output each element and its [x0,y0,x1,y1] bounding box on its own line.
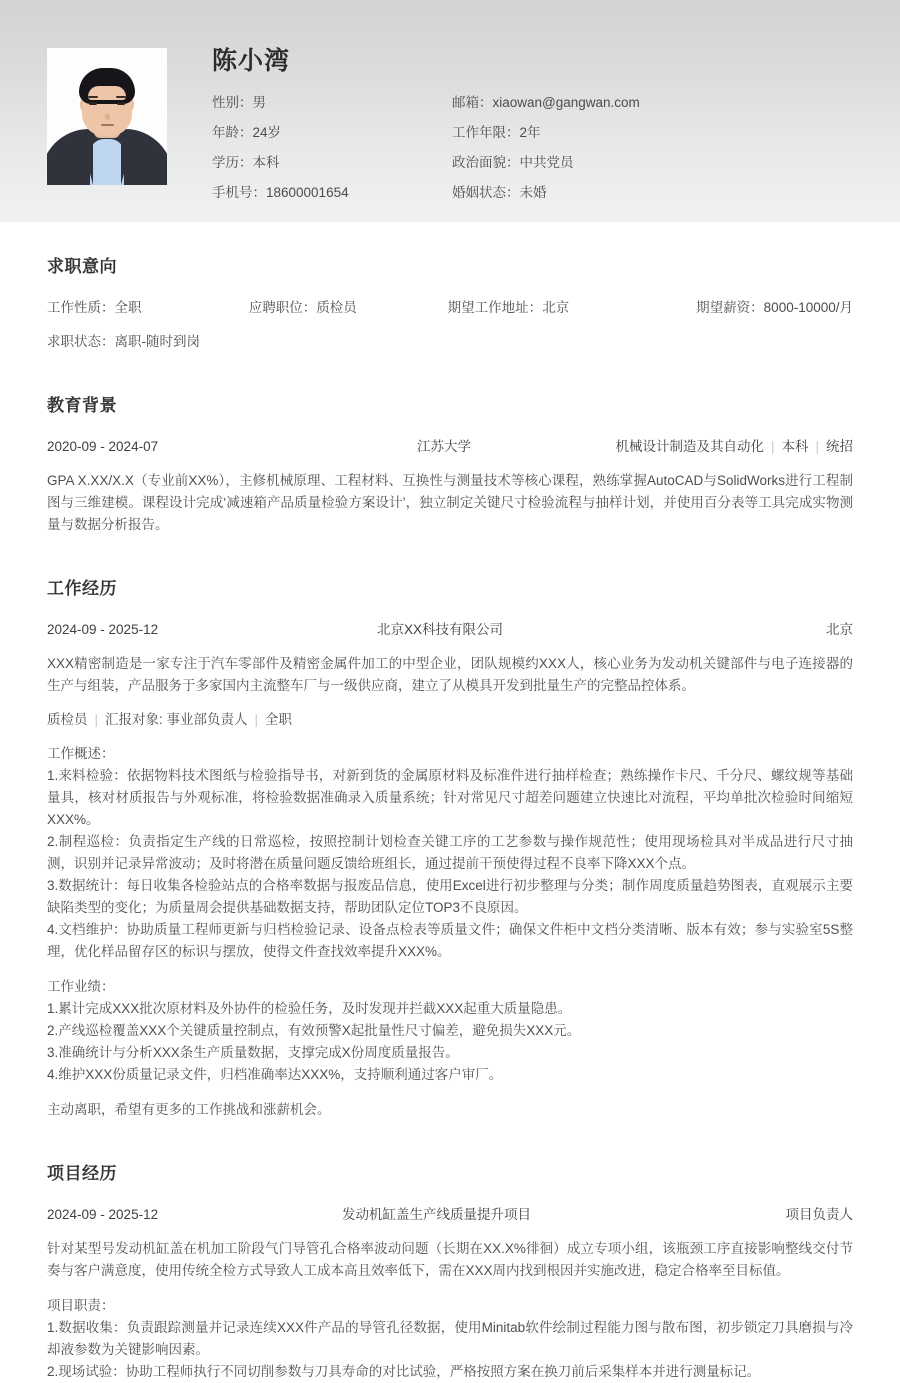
project-duty-item-2: 2.现场试验：协助工程师执行不同切削参数与刀具寿命的对比试验，严格按照方案在换刀前后采集样本并进行测量标记。 [47,1364,761,1379]
portrait-illustration [47,48,167,185]
job-intent-row-1 [47,298,853,318]
section-title-education: 教育背景 [47,396,117,415]
section-work [47,549,853,1121]
section-job-intent [47,222,853,352]
intent-status-label: 求职状态： [47,334,115,349]
work-overview-item-3: 3.数据统计：每日收集各检验站点的合格率数据与报废品信息，使用Excel进行初步整理与分类；制作周度质量趋势图表，直观展示主要缺陷类型的变化；为质量周会提供基础数据支持，帮助团队定位TOP3不良原因。 [47,878,853,915]
resume-content [0,222,900,1383]
work-overview-item-1: 1.来料检验：依据物料技术图纸与检验指导书，对新到货的金属原材料及标准件进行抽样检查；熟练操作卡尺、千分尺、螺纹规等基础量具，核对材质报告与外观标准，将检验数据准确录入质量系统；针对常见尺寸超差问题建立快速比对流程，平均单批次检验时间缩短XXX%。 [47,768,853,827]
intent-position-label: 应聘职位： [248,300,317,315]
project-duty-item-1: 1.数据收集：负责跟踪测量并记录连续XXX件产品的导管孔径数据，使用Minitab软件绘制过程能力图与散布图，初步锁定刀具磨损与冷却液参数为关键影响因素。 [47,1320,853,1357]
work-location: 北京 [826,622,853,637]
project-duty-label: 项目职责： [47,1298,115,1313]
education-separator-2: | [815,439,819,454]
work-achievement-label: 工作业绩： [47,979,115,994]
info-email [452,93,900,112]
info-age-value: 24岁 [252,125,282,140]
info-phone [212,183,452,202]
info-education-label: 学历： [212,155,253,170]
info-education [212,153,452,172]
education-detail [615,437,853,457]
education-school: 江苏大学 [417,439,471,454]
info-phone-label: 手机号： [212,185,266,200]
info-age-label: 年龄： [212,125,253,140]
intent-position [249,298,448,318]
work-overview-label: 工作概述： [47,746,115,761]
intent-location-value: 北京 [542,300,570,315]
work-company: 北京XX科技有限公司 [377,622,504,637]
intent-status-value: 离职-随时到岗 [114,334,200,349]
resume-header [0,0,900,222]
intent-position-value: 质检员 [316,300,357,315]
work-achievement-item-2: 2.产线巡检覆盖XXX个关键质量控制点，有效预警X起批量性尺寸偏差，避免损失XXX元。 [47,1023,581,1038]
candidate-name: 陈小湾 [212,47,291,75]
education-degree: 本科 [781,439,809,454]
intent-job-nature-label: 工作性质： [47,300,115,315]
intent-status [47,332,250,352]
info-marital [452,183,900,202]
info-gender-value: 男 [252,95,266,110]
intent-salary [696,298,853,318]
work-position: 质检员 [47,712,88,727]
info-email-label: 邮箱： [452,95,493,110]
info-gender [212,93,452,112]
work-achievement-item-3: 3.准确统计与分析XXX条生产质量数据，支撑完成X份周度质量报告。 [47,1045,459,1060]
info-phone-value: 18600001654 [266,185,349,200]
section-education [47,366,853,536]
section-project [47,1134,853,1383]
education-separator-1: | [770,439,775,454]
intent-location [448,298,697,318]
work-separator-1: | [94,712,99,727]
work-separator-2: | [254,712,259,727]
info-work-years [452,123,900,142]
education-date: 2020-09 - 2024-07 [47,439,159,454]
work-date: 2024-09 - 2025-12 [47,622,159,637]
work-achievement-item-4: 4.维护XXX份质量记录文件，归档准确率达XXX%，支持顺利通过客户审厂。 [47,1067,503,1082]
intent-job-nature-value: 全职 [114,300,142,315]
work-report-to: 汇报对象: 事业部负责人 [105,712,248,727]
info-marital-label: 婚姻状态： [452,185,520,200]
education-entry-header [47,437,853,457]
education-major: 机械设计制造及其自动化 [615,439,764,454]
project-name: 发动机缸盖生产线质量提升项目 [342,1207,531,1222]
info-political-value: 中共党员 [519,155,574,170]
intent-salary-value: 8000-10000/月 [763,300,853,315]
education-enroll-type: 统招 [826,439,853,454]
work-achievement-item-1: 1.累计完成XXX批次原材料及外协件的检验任务，及时发现并拦截XXX起重大质量隐患。 [47,1001,572,1016]
education-description: GPA X.XX/X.X（专业前XX%），主修机械原理、工程材料、互换性与测量技术等核心课程，熟练掌握AutoCAD与SolidWorks进行工程制图与三维建模。课程设计完成‘减速箱产品质量检验方案设计’，独立制定关键尺寸检验流程与抽样计划，并使用百分表等工具完成实物测量与数据分析报告。 [47,473,853,532]
intent-salary-label: 期望薪资： [696,300,764,315]
header-info [212,48,900,202]
intent-job-nature [47,298,249,318]
work-overview-item-2: 2.制程巡检：负责指定生产线的日常巡检，按照控制计划检查关键工序的工艺参数与操作规范性；使用现场检具对半成品进行尺寸抽测，识别并记录异常波动；及时将潜在质量问题反馈给班组长，通过提前干预使得过程不良率下降XXX个点。 [47,834,853,871]
project-date: 2024-09 - 2025-12 [47,1207,159,1222]
project-entry-header [47,1205,853,1225]
info-education-value: 本科 [252,155,280,170]
section-title-work: 工作经历 [47,579,117,598]
info-work-years-value: 2年 [519,125,541,140]
work-leave-reason: 主动离职，希望有更多的工作挑战和涨薪机会。 [47,1102,331,1117]
project-role: 项目负责人 [785,1207,853,1222]
profile-photo [47,48,167,185]
info-work-years-label: 工作年限： [452,125,520,140]
project-background: 针对某型号发动机缸盖在机加工阶段气门导管孔合格率波动问题（长期在XX.X%徘徊）成立专项小组，该瓶颈工序直接影响整线交付节奏与客户满意度，使用传统全检方式导致人工成本高且效率低下，需在XXX周内找到根因并实施改进，稳定合格率至目标值。 [47,1241,853,1278]
info-political-label: 政治面貌： [452,155,520,170]
info-political [452,153,900,172]
work-company-intro: XXX精密制造是一家专注于汽车零部件及精密金属件加工的中型企业，团队规模约XXX人，核心业务为发动机关键部件与电子连接器的生产与组装，产品服务于多家国内主流整车厂与一级供应商，建立了从模具开发到批量生产的完整品控体系。 [47,656,853,693]
work-position-line [47,710,853,730]
info-gender-label: 性别： [212,95,253,110]
basic-info-grid [212,93,900,202]
work-entry-header [47,620,853,640]
section-title-project: 项目经历 [47,1164,117,1183]
intent-location-label: 期望工作地址： [447,300,543,315]
work-overview-item-4: 4.文档维护：协助质量工程师更新与归档检验记录、设备点检表等质量文件；确保文件柜中文档分类清晰、版本有效；参与实验室5S整理，优化样品留存区的标识与摆放，使得文件查找效率提升XXX%。 [47,922,853,959]
job-intent-row-2 [47,332,853,352]
section-title-job-intent: 求职意向 [47,257,117,276]
info-marital-value: 未婚 [519,185,547,200]
info-age [212,123,452,142]
work-job-type: 全职 [265,712,293,727]
info-email-value: xiaowan@gangwan.com [492,95,640,110]
